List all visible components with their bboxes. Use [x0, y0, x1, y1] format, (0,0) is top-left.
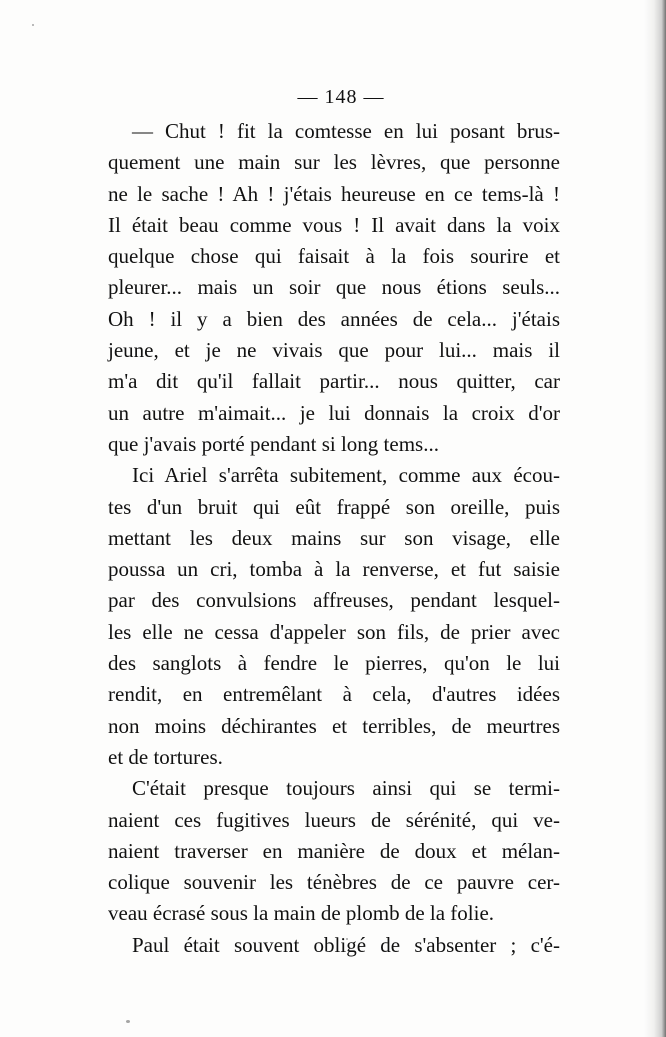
text-line: non moins déchirantes et terribles, de meurtres	[108, 713, 560, 738]
text-line: quelque chose qui faisait à la fois sourire et	[108, 244, 560, 269]
text-line: Paul était souvent obligé de s'absenter ; c'é-	[132, 932, 560, 957]
text-line: rendit, en entremêlant à cela, d'autres idées	[108, 682, 560, 707]
text-line: mettant les deux mains sur son visage, elle	[108, 525, 560, 550]
text-line: et de tortures.	[108, 744, 223, 769]
text-line: ne le sache ! Ah ! j'étais heureuse en ce tems-là !	[108, 181, 560, 206]
text-line: Ici Ariel s'arrêta subitement, comme aux écou-	[132, 463, 560, 488]
text-line: Il était beau comme vous ! Il avait dans la voix	[108, 212, 560, 237]
text-line: quement une main sur les lèvres, que personne	[108, 150, 560, 175]
text-line: jeune, et je ne vivais que pour lui... mais il	[108, 338, 560, 363]
text-line: C'était presque toujours ainsi qui se termi-	[132, 776, 560, 801]
text-line: tes d'un bruit qui eût frappé son oreille, puis	[108, 494, 560, 519]
text-line: naient traverser en manière de doux et mélan-	[108, 838, 560, 863]
text-line: par des convulsions affreuses, pendant lesquel-	[108, 588, 560, 613]
page-number: — 148 —	[297, 86, 385, 108]
text-line: m'a dit qu'il fallait partir... nous quitter, car	[108, 369, 560, 394]
text-line: Oh ! il y a bien des années de cela... j'étais	[108, 306, 560, 331]
text-line: naient ces fugitives lueurs de sérénité, qui ve-	[108, 807, 560, 832]
text-line: poussa un cri, tomba à la renverse, et fut saisie	[108, 557, 560, 582]
text-line: colique souvenir les ténèbres de ce pauvre cer-	[108, 870, 560, 895]
page-edge-shadow	[644, 0, 666, 1037]
body-text	[108, 116, 560, 961]
paper-speck	[32, 24, 34, 26]
text-line: — Chut ! fit la comtesse en lui posant brus-	[132, 119, 560, 143]
paper-speck	[126, 1020, 130, 1023]
text-line: un autre m'aimait... je lui donnais la croix d'or	[108, 400, 560, 425]
text-line: pleurer... mais un soir que nous étions seuls...	[108, 275, 560, 300]
text-line: veau écrasé sous la main de plomb de la folie.	[108, 901, 495, 926]
text-line: que j'avais porté pendant si long tems...	[108, 431, 439, 456]
text-line: les elle ne cessa d'appeler son fils, de prier avec	[108, 619, 560, 644]
text-line: des sanglots à fendre le pierres, qu'on le lui	[108, 651, 560, 676]
